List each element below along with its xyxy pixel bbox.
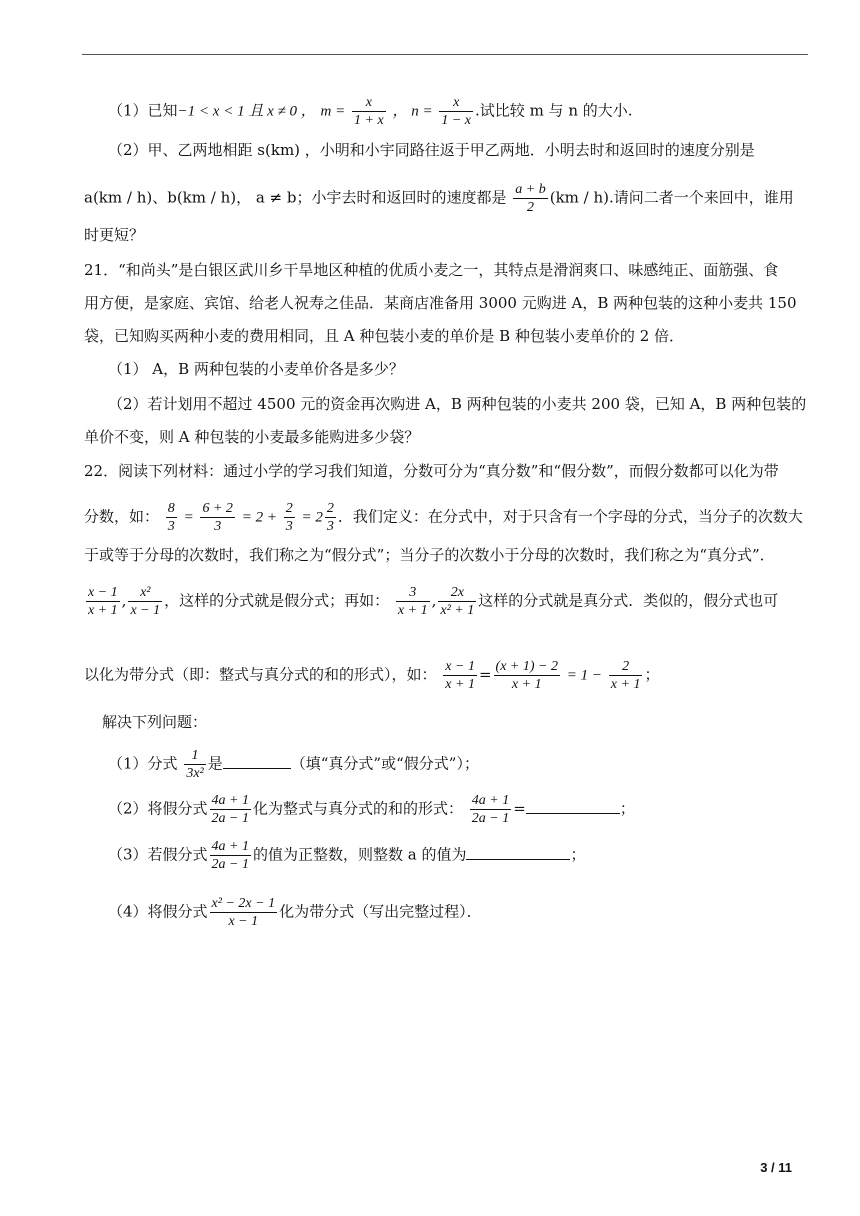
fraction: $\frac{2}{3}$ (285, 501, 293, 534)
fraction: $\frac{3}{x + 1}$ (397, 585, 428, 618)
q21-line3: 袋，已知购买两种小麦的费用相同，且 A 种包装小麦的单价是 B 种包装小麦单价的 2 倍． (84, 327, 685, 345)
q22-line1: 22．阅读下列材料：通过小学的学习我们知道，分数可分为“真分数”和“假分数”，而假分数都可以化为带 (84, 462, 779, 480)
q21-line1: 21．“和尚头”是白银区武川乡干旱地区种植的优质小麦之一，其特点是滑润爽口、味感纯正、面筋强、食 (84, 261, 779, 279)
fraction: $\frac{2}{x + 1}$ (610, 659, 641, 692)
fraction: $\frac{(x + 1) - 2}{x + 1}$ (495, 659, 558, 692)
fraction: $\frac{4a + 1}{2a - 1}$ (211, 793, 249, 826)
fraction: $\frac{2}{3}$ (326, 501, 334, 534)
q20-part1: （1）已知−1 < x < 1 且 x ≠ 0 ， m = $\frac{x}{1 + x}$ ， n = $\frac{x}{1 - x}$ .试比较 m 与 n 的大小. (108, 95, 633, 128)
fraction: $\frac{4a + 1}{2a - 1}$ (211, 839, 249, 872)
fraction: $\frac{6 + 2}{3}$ (202, 501, 233, 534)
q22-sub4: （4）将假分式 $\frac{\text{x² − 2x − 1}}{x - 1}$ 化为带分式（写出完整过程）． (108, 896, 482, 929)
q21-part2-line1: （2）若计划用不超过 4500 元的资金再次购进 A，B 两种包装的小麦共 200 袋，已知 A，B 两种包装的 (108, 395, 807, 413)
q22-line3: 于或等于分母的次数时，我们称之为“假分式”；当分子的次数小于分母的次数时，我们称之为“真分式”． (84, 546, 775, 564)
fraction: $\frac{1}{\text{3x²}}$ (186, 748, 204, 781)
fraction: $\frac{8}{3}$ (167, 501, 175, 534)
q22-line5: 以化为带分式（即：整式与真分式的和的形式），如： $\frac{x - 1}{x + 1}$ = $\frac{(x + 1) - 2}{x + 1}$ = 1 − $\frac{2}{x + 1}$ ； (84, 659, 660, 692)
answer-blank[interactable] (466, 845, 570, 860)
q22-sub2: （2）将假分式 $\frac{4a + 1}{2a - 1}$ 化为整式与真分式的和的形式： $\frac{4a + 1}{2a - 1}$ = ； (108, 793, 635, 826)
fraction: $\frac{4a + 1}{2a - 1}$ (471, 793, 510, 826)
q20-part2-line3: 时更短？ (84, 226, 145, 244)
fraction: $\frac{a + b}{2}$ (515, 182, 546, 215)
fraction: $\frac{x - 1}{x + 1}$ (88, 585, 118, 618)
q20-part2-line1: （2）甲、乙两地相距 s(km) ，小明和小宇同路往返于甲乙两地．小明去时和返回时的速度分别是 (108, 141, 755, 159)
page-number: 3 / 11 (760, 1160, 792, 1175)
q22-sub1: （1）分式 $\frac{1}{\text{3x²}}$ 是 （填“真分式”或“假分式”）； (108, 748, 479, 781)
q21-part1: （1） A，B 两种包装的小麦单价各是多少？ (108, 360, 404, 378)
fraction: $\frac{\text{x² − 2x − 1}}{x - 1}$ (211, 896, 276, 929)
answer-blank[interactable] (223, 754, 291, 769)
q21-line2: 用方便，是家庭、宾馆、给老人祝寿之佳品．某商店准备用 3000 元购进 A，B 两种包装的这种小麦共 150 (84, 294, 797, 312)
q22-sub3: （3）若假分式 $\frac{4a + 1}{2a - 1}$ 的值为正整数，则整数 a 的值为 ； (108, 839, 586, 872)
q21-part2-line2: 单价不变，则 A 种包装的小麦最多能购进多少袋？ (84, 428, 420, 446)
answer-blank[interactable] (526, 799, 620, 814)
q20-part2-line2: a(km / h)、b(km / h)， a ≠ b；小宇去时和返回时的速度都是 $\frac{a + b}{2}$ (km / h).请问二者一个来回中，谁用 (84, 182, 794, 215)
q22-line2: 分数，如： $\frac{8}{3}$ = $\frac{6 + 2}{3}$ = 2 + $\frac{2}{3}$ = 2 $\frac{2}{3}$ ．我们定义：在分式中，对于只含有一个字母的分式，当分子的次数大 (84, 501, 803, 534)
header-rule (82, 54, 808, 55)
fraction: $\frac{2x}{\text{x² + 1}}$ (440, 585, 475, 618)
fraction: $\frac{\text{x²}}{x - 1}$ (130, 585, 161, 618)
fraction: $\frac{x}{1 + x}$ (354, 95, 384, 128)
fraction: $\frac{x}{1 - x}$ (441, 95, 472, 128)
q22-line4: $\frac{x - 1}{x + 1}$ , $\frac{\text{x²}}{x - 1}$ ，这样的分式就是假分式；再如： $\frac{3}{x + 1}$ , $\frac{2x}{\text{x² + 1}}$ 这样的分式就是真分式．类似的，假分式也可 (88, 585, 779, 618)
q22-solve-heading: 解决下列问题： (102, 713, 208, 731)
fraction: $\frac{x - 1}{x + 1}$ (445, 659, 475, 692)
